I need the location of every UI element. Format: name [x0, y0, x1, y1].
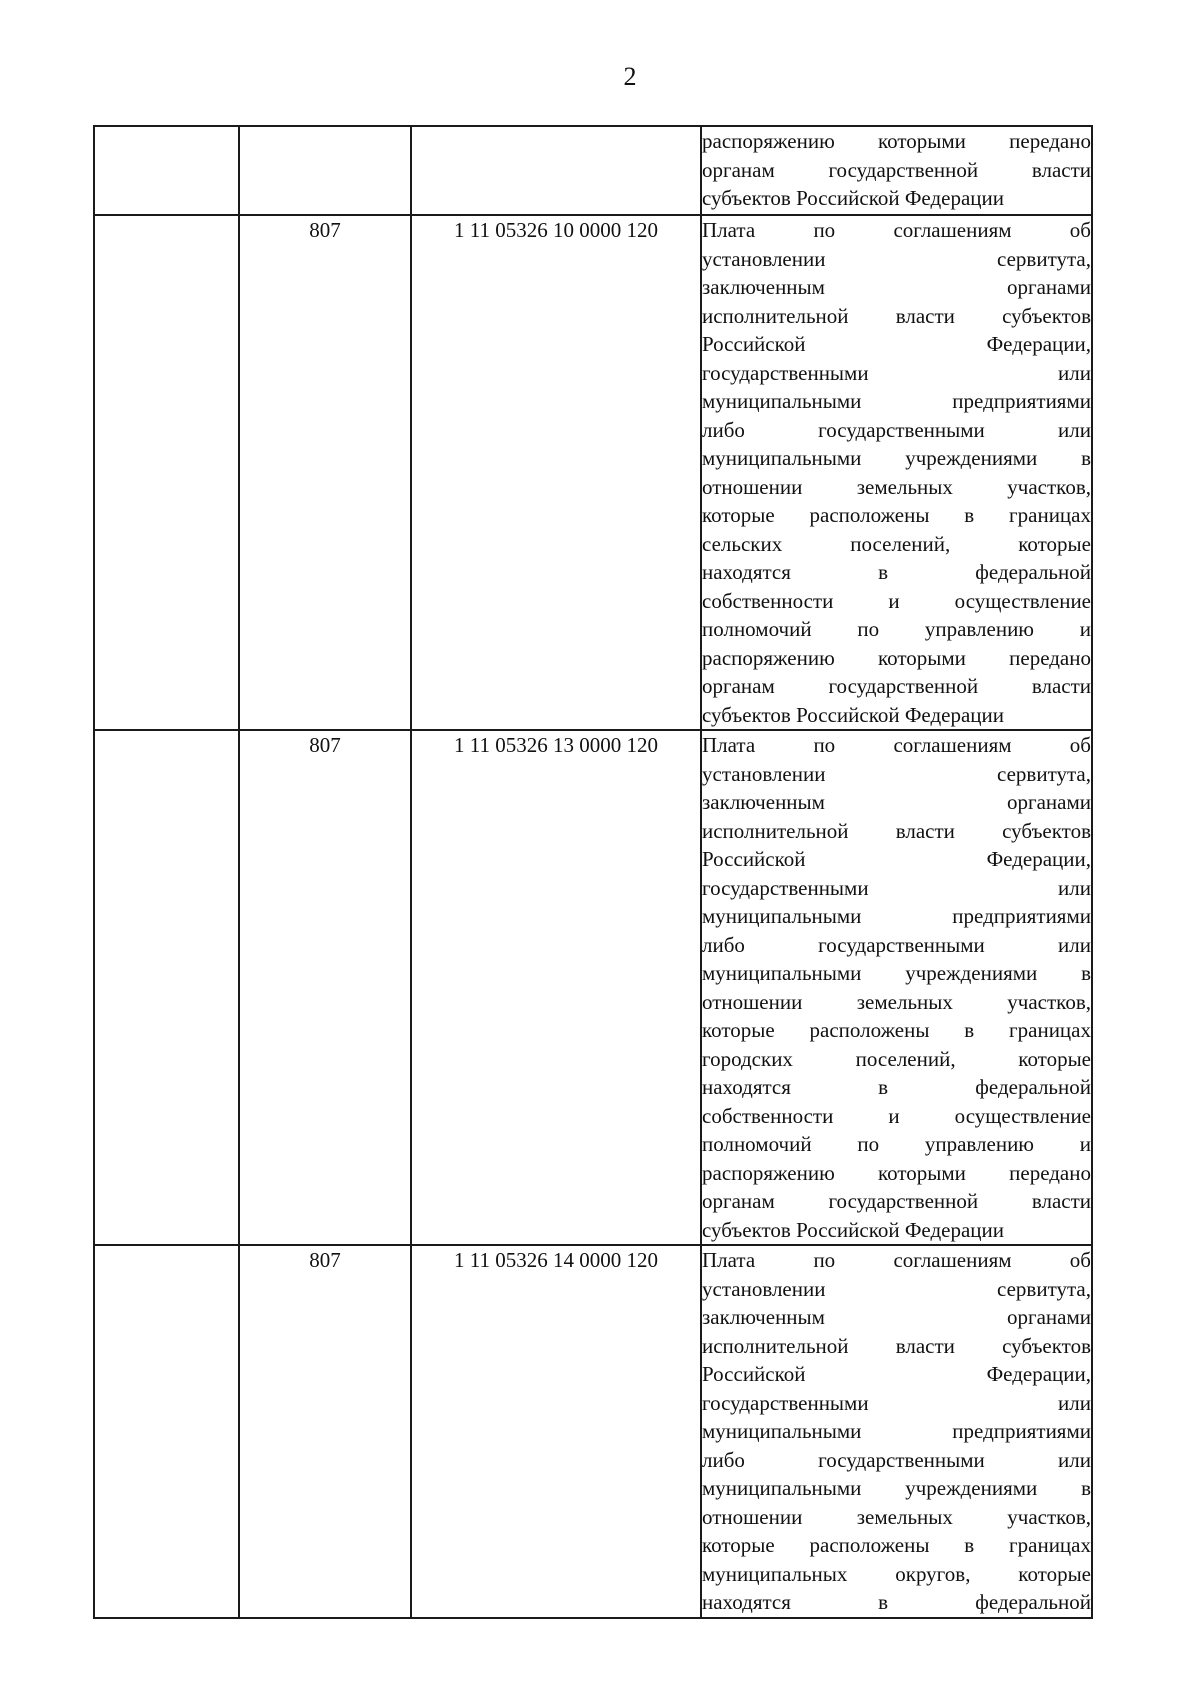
description-cell — [701, 1245, 1092, 1618]
description-line: распоряжению которыми передано — [702, 645, 1091, 670]
description-line: которые расположены в границах — [702, 1533, 1091, 1557]
description-line: полномочий по управлению и — [702, 1132, 1091, 1156]
description-line: органам государственной власти — [702, 157, 1091, 182]
description-line: сельских поселений, которые — [702, 531, 1091, 556]
page-number: 2 — [623, 62, 637, 91]
description-line: исполнительной власти субъектов — [702, 1333, 1091, 1358]
description-line: которые расположены в границах — [702, 1018, 1091, 1042]
description-line: государственными или — [702, 360, 1091, 385]
description-line: исполнительной власти субъектов — [702, 303, 1091, 328]
description-line: государственными или — [702, 1390, 1091, 1415]
description-line: установлении сервитута, — [702, 246, 1091, 271]
admin-code-cell — [239, 126, 411, 215]
blank-cell — [94, 1245, 239, 1618]
kbk-code-cell: 1 11 05326 10 0000 120 — [411, 215, 701, 730]
description-line: отношении земельных участков, — [702, 1504, 1091, 1529]
description-line: находятся в федеральной — [702, 560, 1091, 584]
description-line: Плата по соглашениям об — [702, 733, 1091, 757]
description-line: заключенным органами — [702, 275, 1091, 299]
description-line: государственными или — [702, 875, 1091, 900]
description-line: Плата по соглашениям об — [702, 218, 1091, 242]
description-line: субъектов Российской Федерации — [702, 1217, 1005, 1242]
description-line: городских поселений, которые — [702, 1046, 1091, 1071]
description-line: находятся в федеральной — [702, 1075, 1091, 1099]
admin-code-cell: 807 — [239, 730, 411, 1245]
description-cell — [701, 730, 1092, 1245]
description-line: полномочий по управлению и — [702, 617, 1091, 641]
table-row — [94, 1245, 1092, 1618]
description-line: которые расположены в границах — [702, 503, 1091, 527]
blank-cell — [94, 215, 239, 730]
blank-cell — [94, 730, 239, 1245]
description-line: муниципальными предприятиями — [702, 904, 1091, 928]
description-line: муниципальных округов, которые — [702, 1561, 1091, 1586]
description-cell — [701, 126, 1092, 215]
description-line: Плата по соглашениям об — [702, 1248, 1091, 1272]
description-line: субъектов Российской Федерации — [702, 702, 1005, 727]
description-line: Российской Федерации, — [702, 1362, 1091, 1386]
description-line: муниципальными учреждениями в — [702, 446, 1091, 470]
description-line: Российской Федерации, — [702, 332, 1091, 356]
description-line: муниципальными учреждениями в — [702, 1476, 1091, 1500]
revenue-codes-table — [93, 125, 1093, 1619]
description-line: установлении сервитута, — [702, 1276, 1091, 1301]
description-line: исполнительной власти субъектов — [702, 818, 1091, 843]
description-line: заключенным органами — [702, 1305, 1091, 1329]
description-line: муниципальными предприятиями — [702, 1419, 1091, 1443]
description-line: собственности и осуществление — [702, 1103, 1091, 1128]
description-line: органам государственной власти — [702, 674, 1091, 698]
admin-code-cell: 807 — [239, 215, 411, 730]
kbk-code-cell: 1 11 05326 13 0000 120 — [411, 730, 701, 1245]
description-line: либо государственными или — [702, 1447, 1091, 1472]
description-line: либо государственными или — [702, 417, 1091, 442]
description-line: распоряжению которыми передано — [702, 129, 1091, 153]
description-cell — [701, 215, 1092, 730]
description-line: субъектов Российской Федерации — [702, 186, 1005, 210]
table-row — [94, 730, 1092, 1245]
description-line: находятся в федеральной — [702, 1590, 1091, 1614]
table-row — [94, 215, 1092, 730]
description-line: отношении земельных участков, — [702, 474, 1091, 499]
kbk-code-cell — [411, 126, 701, 215]
description-line: установлении сервитута, — [702, 761, 1091, 786]
kbk-code-cell: 1 11 05326 14 0000 120 — [411, 1245, 701, 1618]
description-line: либо государственными или — [702, 932, 1091, 957]
description-line: органам государственной власти — [702, 1189, 1091, 1213]
table-row — [94, 126, 1092, 215]
admin-code-cell: 807 — [239, 1245, 411, 1618]
description-line: собственности и осуществление — [702, 588, 1091, 613]
description-line: заключенным органами — [702, 790, 1091, 814]
blank-cell — [94, 126, 239, 215]
description-line: распоряжению которыми передано — [702, 1160, 1091, 1185]
description-line: Российской Федерации, — [702, 847, 1091, 871]
description-line: муниципальными учреждениями в — [702, 961, 1091, 985]
description-line: муниципальными предприятиями — [702, 389, 1091, 413]
description-line: отношении земельных участков, — [702, 989, 1091, 1014]
